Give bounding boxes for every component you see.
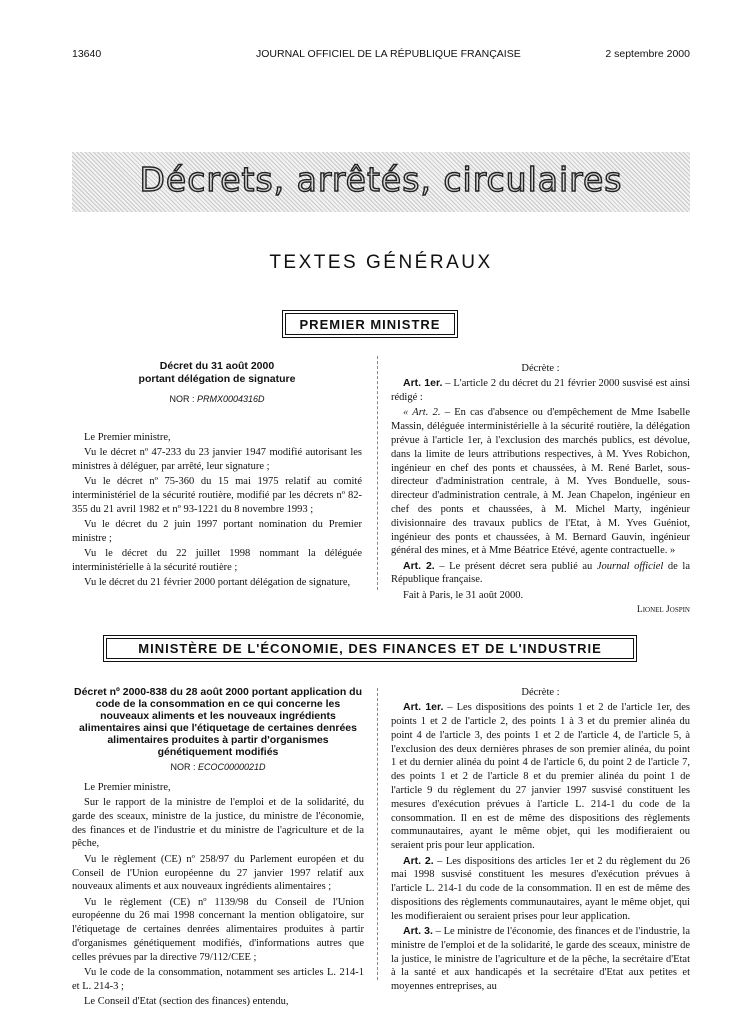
paragraph: Vu le règlement (CE) nº 258/97 du Parlement européen et du Conseil de l'Union européenne du 27 janvier 1997 relatif aux nouveaux aliments et aux nouveaux ingrédients alimentaires ; <box>72 853 364 893</box>
decree1-nor: NOR : PRMX0004316D <box>169 394 265 404</box>
paragraph: Vu le décret du 22 juillet 1998 nommant la déléguée interministérielle à la sécurité routière ; <box>72 548 362 573</box>
paragraph: Vu le décret du 21 février 2000 portant délégation de signature, <box>84 577 351 589</box>
decree2-nor: NOR : ECOC0000021D <box>170 762 266 772</box>
paragraph: Vu le décret nº 75-360 du 15 mai 1975 relatif au comité interministériel de la sécurité routière, modifié par les décrets nº 82-355 du 21 avril 1982 et nº 93-1221 du 8 novembre 1993 ; <box>72 476 362 515</box>
decree2-nor-code: ECOC0000021D <box>197 762 266 772</box>
page-header <box>72 48 690 64</box>
paragraph: Le Premier ministre, <box>84 781 171 793</box>
decree2-right-column <box>391 686 691 993</box>
paragraph: Vu le règlement (CE) nº 1139/98 du Conseil de l'Union européenne du 26 mai 1998 concernant la mention obligatoire, sur l'étiquetage de certaines denrées alimentaires produites à partir d'organismes génétiquement modifiés, d'informations autres que celles prévues par la directive 79/112/CEE ; <box>72 896 364 963</box>
decrete-label: Décrète : <box>521 363 560 374</box>
signature: Lionel Jospin <box>636 605 690 616</box>
decree1-nor-code: PRMX0004316D <box>196 394 265 404</box>
ministry-label: PREMIER MINISTRE <box>285 313 455 335</box>
article-2: Art. 2. – Le présent décret sera publié au Journal officiel de la République française. <box>391 559 690 586</box>
column-divider <box>377 356 378 590</box>
issue-date: 2 septembre 2000 <box>605 48 690 60</box>
decree1-title-line2: portant délégation de signature <box>138 372 296 385</box>
paragraph: Vu le décret nº 47-233 du 23 janvier 1947 modifié autorisant les ministres à déléguer, par arrêté, leur signature ; <box>72 447 362 472</box>
ministry-label: MINISTÈRE DE L'ÉCONOMIE, DES FINANCES ET DE L'INDUSTRIE <box>106 638 634 659</box>
section-banner <box>72 152 690 212</box>
paragraph: Le Premier ministre, <box>84 431 171 443</box>
paragraph: Le Conseil d'Etat (section des finances) entendu, <box>84 996 289 1008</box>
decree1-left-column <box>72 360 362 592</box>
paragraph: Vu le décret du 2 juin 1997 portant nomination du Premier ministre ; <box>72 519 362 544</box>
article-1-quote: « Art. 2. – En cas d'absence ou d'empêchement de Mme Isabelle Massin, déléguée interministérielle à la sécurité routière, la délégation prévue à l'article 1er, à l'exclusion des marchés publics, est dévolue, dans la limite de leurs attributions respectives, à M. Yves Robichon, ingénieur en chef des ponts et chaussées, à M. René Barlet, sous-directeur d'administration centrale, à M. Yves Bonduelle, sous-directeur d'administration centrale, à M. Jean Chapelon, ingénieur en chef des ponts et chaussées, à M. Michel Marty, ingénieur divisionnaire des travaux publics de l'Etat, à M. Yves Guéniot, ingénieur des ponts et chaussées, à M. Bernard Gauvin, ingénieur général des mines, et à Mme Béatrice Etévé, agente contractuelle. » <box>391 407 691 557</box>
decree2-title: Décret nº 2000-838 du 28 août 2000 portant application du code de la consommation en ce qui concerne les nouveaux aliments et les nouveaux ingrédients alimentaires ainsi que l'étiquetage de certaines denrées alimentaires produites à partir d'organismes génétiquement modifiés <box>73 686 362 758</box>
article-2: Art. 2. – Les dispositions des articles 1er et 2 du règlement du 26 mai 1998 susvisé constituent les mesures d'exécution prévues à l'article L. 214-1 du code de la consommation. Il en est de même des dispositions des règlements communautaires, ayant le même objet, qui les modifieraient ou seraient prises pour leur application. <box>391 854 690 922</box>
decree1-title-line1: Décret du 31 août 2000 <box>159 360 275 372</box>
decree2-left-column <box>72 686 364 1011</box>
decree1-right-column <box>391 362 690 619</box>
decrete-label: Décrète : <box>521 687 560 698</box>
journal-title: JOURNAL OFFICIEL DE LA RÉPUBLIQUE FRANÇAISE <box>256 48 521 60</box>
fait-line: Fait à Paris, le 31 août 2000. <box>403 589 524 601</box>
banner-title: Décrets, arrêtés, circulaires <box>139 160 623 199</box>
article-1: Art. 1er. – Les dispositions des points 1 et 2 de l'article 1er, des points 1 et 2 de l'article 2, des points 1 à 3 et du premier alinéa du point 4 de l'article 3, des points 1 et 2 de l'article 4, de l'article 5, à l'exclusion des deux dernières phrases de son premier alinéa, du point 1 et du dernier alinéa du point 4 de l'article 6, du point 2 de l'article 7, des points 1 et 2 de l'article 8 et du premier alinéa du point 1 de l'article 9 du règlement du 27 janvier 1997 susvisé constituent les mesures d'exécution prévues à l'article L. 214-1 du code de la consommation. Il en est de même des dispositions des règlements communautaires, ayant le même objet, qui les modifieraient ou seraient pris pour leur application. <box>391 701 690 852</box>
column-divider <box>377 688 378 980</box>
ministry-box-premier <box>282 310 458 338</box>
paragraph: Sur le rapport de la ministre de l'emploi et de la solidarité, du garde des sceaux, ministre de la justice, du ministre de l'économie, des finances et de l'industrie et du ministre de l'agriculture et de la pêche, <box>72 797 364 850</box>
ministry-box-economie <box>103 635 637 662</box>
article-1: Art. 1er. – L'article 2 du décret du 21 février 2000 susvisé est ainsi rédigé : <box>391 377 690 404</box>
paragraph: Vu le code de la consommation, notamment ses articles L. 214-1 et L. 214-3 ; <box>72 967 364 992</box>
section-title: TEXTES GÉNÉRAUX <box>269 252 493 273</box>
page-number: 13640 <box>72 48 102 60</box>
article-3: Art. 3. – Le ministre de l'économie, des finances et de l'industrie, la ministre de l'emploi et de la solidarité, le garde des sceaux, ministre de la justice, le ministre de l'agriculture et de la pêche, la secrétaire d'Etat à la santé et aux handicapés et la secrétaire d'Etat aux petites et moyennes entreprises, au <box>391 925 691 993</box>
